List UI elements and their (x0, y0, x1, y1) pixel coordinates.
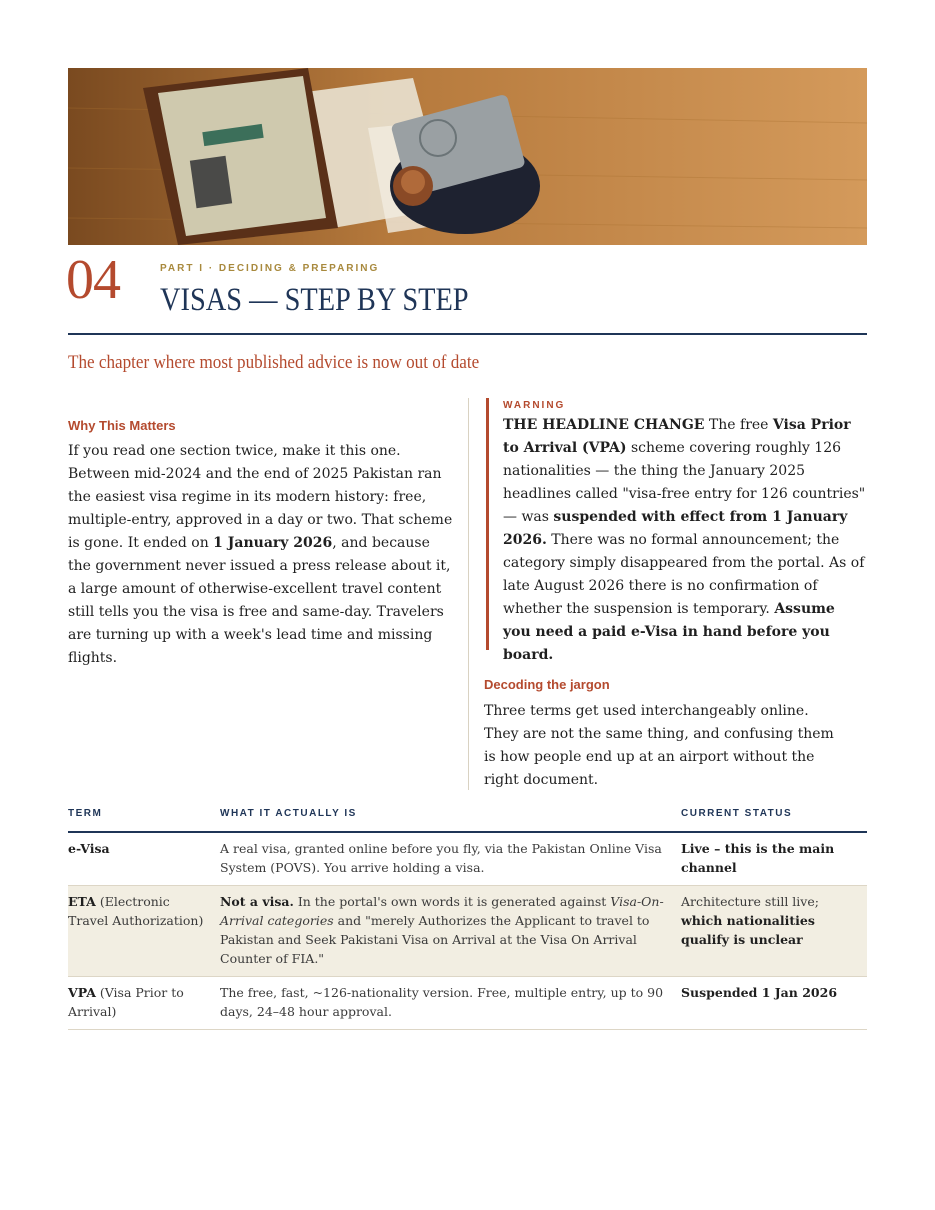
table-header-row (68, 804, 867, 832)
col-header-term: TERM (68, 804, 220, 832)
why-text-1: If you read one section twice, make it this one. Between mid-2024 and the end of 2025 Pakistan ran the easiest visa regime in its modern history: free, multiple-entry, approved in a day or two. That scheme is gone. It ended on (68, 443, 453, 551)
term-cell (68, 886, 220, 977)
why-paragraph (68, 440, 453, 670)
what-italic: Visa-On-Arrival categories (220, 894, 664, 928)
column-divider (468, 398, 469, 790)
why-date: 1 January 2026 (213, 535, 333, 551)
hero-image (68, 68, 867, 245)
term-name: e-Visa (68, 841, 110, 856)
term-note: (Electronic Travel Authorization) (68, 894, 204, 928)
warning-bold-1: Visa Prior to Arrival (VPA) (503, 417, 851, 456)
term-note: (Visa Prior to Arrival) (68, 985, 184, 1019)
term-cell (68, 977, 220, 1030)
term-name: VPA (68, 985, 96, 1000)
table-row (68, 832, 867, 886)
warning-callout (486, 398, 867, 663)
col-header-status: CURRENT STATUS (681, 804, 867, 832)
status-bold: Live – this is the main channel (681, 841, 835, 875)
warning-text-2: scheme covering roughly 126 nationalities — the thing the January 2025 headlines called "visa-free entry for 126 countries" — was (503, 440, 866, 525)
why-text-2: , and because the government never issued a press release about it, a large amount of otherwise-excellent travel content still tells you the visa is free and same-day. Travelers are turning up with a week's lead time and missing flights. (68, 535, 451, 666)
status-cell (681, 832, 867, 886)
status-cell (681, 977, 867, 1030)
term-cell (68, 832, 220, 886)
status-cell (681, 886, 867, 977)
what-cell (220, 832, 681, 886)
status-text: Architecture still live; (681, 894, 819, 909)
table-row (68, 886, 867, 977)
status-bold: Suspended 1 Jan 2026 (681, 985, 838, 1000)
warning-bold-3: Assume you need a paid e-Visa in hand before you board. (503, 601, 835, 663)
col-header-what: WHAT IT ACTUALLY IS (220, 804, 681, 832)
chapter-number: 04 (66, 249, 120, 311)
title-rule (68, 333, 867, 335)
passport-and-stamp-illustration (68, 68, 867, 245)
chapter-title: VISAS — STEP BY STEP (160, 282, 469, 318)
what-text-end: and "merely Authorizes the Applicant to travel to Pakistan and Seek Pakistani Visa on Arrival at the Visa On Arrival Counter of FIA." (220, 913, 650, 966)
what-cell (220, 977, 681, 1030)
chapter-subtitle: The chapter where most published advice is now out of date (68, 352, 480, 373)
decoding-heading: Decoding the jargon (484, 677, 610, 692)
warning-lead: THE HEADLINE CHANGE (503, 417, 705, 433)
warning-text-3: There was no formal announcement; the category simply disappeared from the portal. As of late August 2026 there is no confirmation of whether the suspension is temporary. (503, 532, 865, 617)
term-name: ETA (68, 894, 96, 909)
what-bold: Not a visa. (220, 894, 294, 909)
what-text: A real visa, granted online before you fly, via the Pakistan Online Visa System (POVS). You arrive holding a visa. (220, 841, 662, 875)
table-row (68, 977, 867, 1030)
decoding-paragraph: Three terms get used interchangeably online. They are not the same thing, and confusing them is how people end up at an airport without the right document. (484, 703, 834, 788)
why-heading: Why This Matters (68, 418, 176, 433)
what-text: The free, fast, ~126-nationality version. Free, multiple entry, up to 90 days, 24–48 hour approval. (220, 985, 664, 1019)
warning-label: WARNING (503, 400, 566, 411)
part-label: PART I · DECIDING & PREPARING (160, 263, 380, 274)
what-cell (220, 886, 681, 977)
warning-bold-2: suspended with effect from 1 January 2026. (503, 509, 848, 548)
terms-table (68, 804, 867, 1030)
status-bold: which nationalities qualify is unclear (681, 913, 815, 947)
what-text: In the portal's own words it is generated against (293, 894, 611, 909)
warning-text-1: The free (704, 417, 773, 433)
warning-body (503, 414, 867, 667)
